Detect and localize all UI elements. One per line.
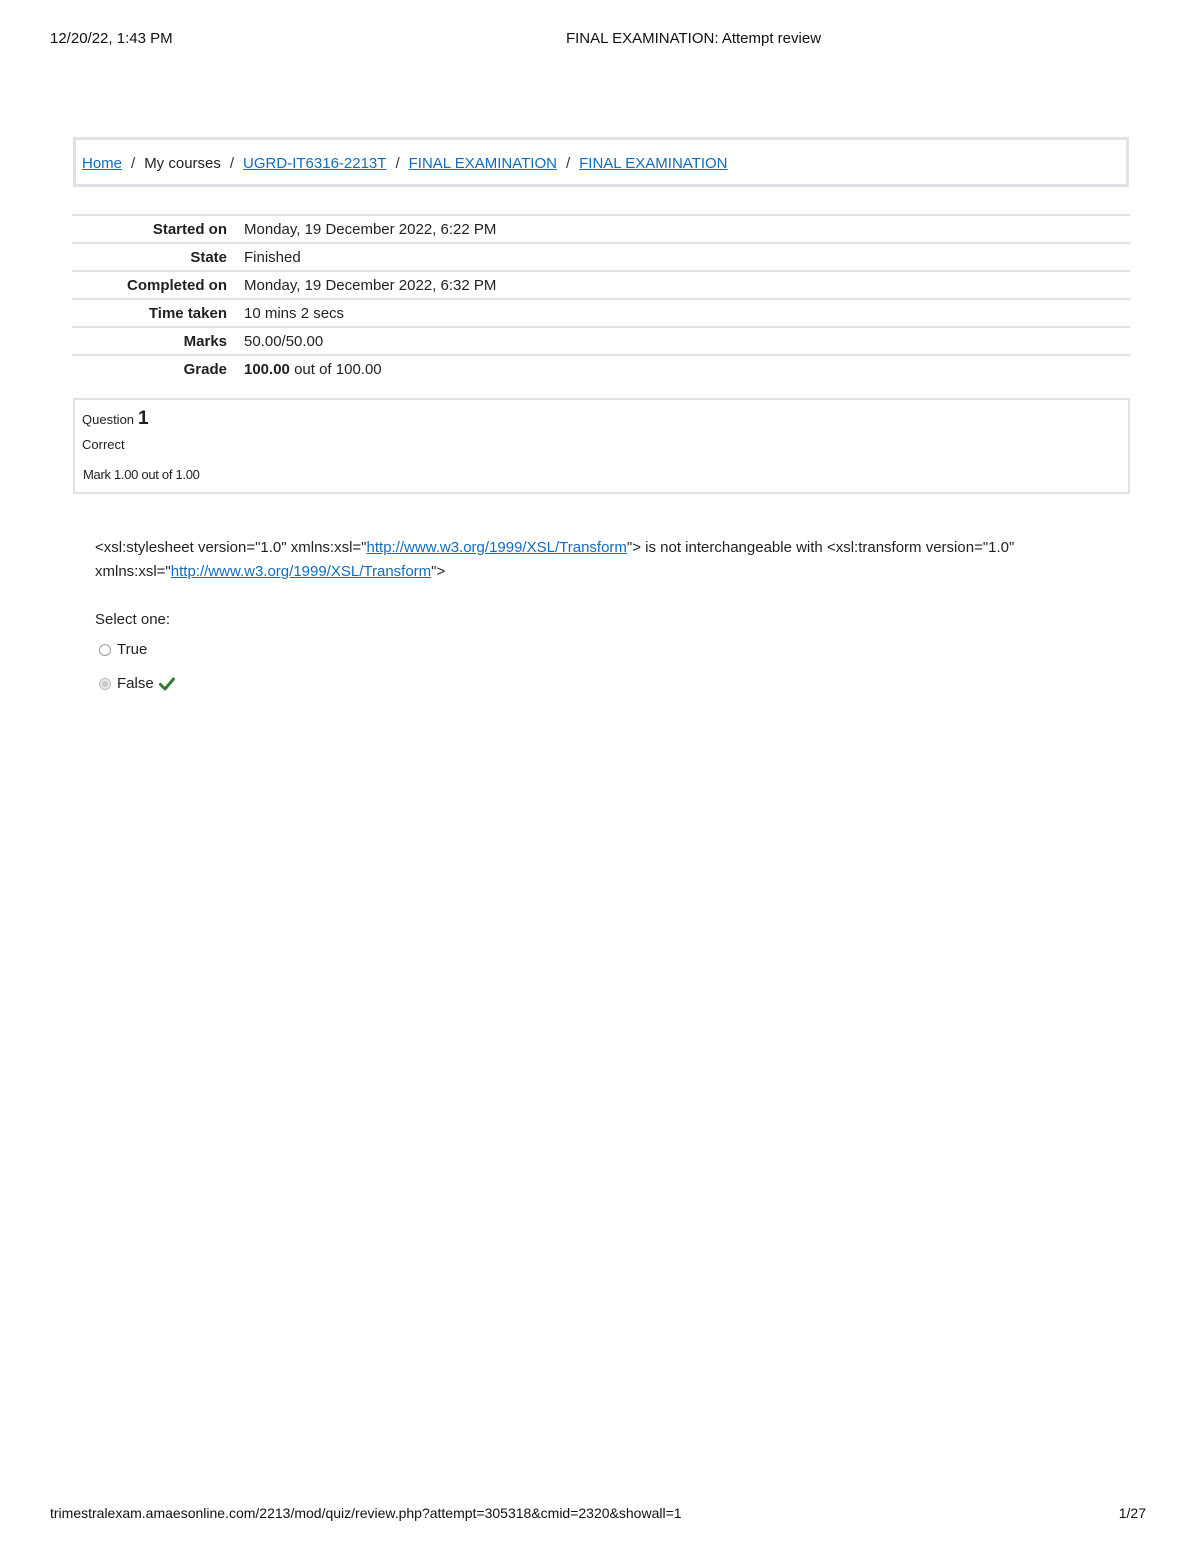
breadcrumb-container — [73, 137, 1129, 187]
grade-label: Grade — [183, 360, 227, 378]
completed-value: Monday, 19 December 2022, 6:32 PM — [244, 276, 497, 294]
state-label: State — [190, 248, 227, 266]
summary-row-completed — [72, 270, 1130, 298]
question-text-part1: <xsl:stylesheet version="1.0" xmlns:xsl=" — [95, 539, 367, 556]
print-date: 12/20/22, 1:43 PM — [50, 30, 173, 47]
option-false-label: False — [117, 675, 154, 692]
breadcrumb — [82, 155, 728, 172]
question-info-box — [73, 398, 1130, 494]
print-header — [0, 30, 1200, 50]
breadcrumb-separator: / — [395, 155, 400, 172]
option-true[interactable] — [99, 641, 147, 658]
breadcrumb-separator: / — [565, 155, 571, 172]
grade-value: 100.00 — [244, 360, 290, 378]
question-text-part2: "> is not interchangeable with <xsl:transform version="1.0" xmlns:xsl=" — [95, 539, 1015, 580]
attempt-summary-table — [72, 214, 1130, 382]
question-number-value: 1 — [138, 408, 149, 429]
check-icon — [159, 677, 175, 691]
radio-true[interactable] — [99, 644, 111, 656]
completed-label: Completed on — [127, 276, 227, 294]
question-grade: Mark 1.00 out of 1.00 — [83, 467, 200, 482]
xsl-namespace-link-2[interactable]: http://www.w3.org/1999/XSL/Transform — [170, 563, 432, 580]
summary-row-state — [72, 242, 1130, 270]
time-label: Time taken — [148, 304, 227, 322]
breadcrumb-separator: / — [131, 155, 136, 172]
breadcrumb-course[interactable]: UGRD-IT6316-2213T — [243, 155, 387, 172]
option-false[interactable] — [99, 675, 175, 692]
question-text — [95, 536, 1115, 584]
summary-row-grade — [72, 354, 1130, 382]
print-page-number: 1/27 — [1118, 1505, 1146, 1521]
question-label: Question — [82, 412, 135, 427]
grade-value-cell — [227, 361, 382, 378]
marks-value: 50.00/50.00 — [244, 332, 324, 350]
state-value: Finished — [244, 248, 301, 266]
radio-false[interactable] — [99, 678, 111, 690]
summary-row-time — [72, 298, 1130, 326]
option-true-label: True — [117, 641, 148, 658]
breadcrumb-separator: / — [229, 155, 235, 172]
started-value: Monday, 19 December 2022, 6:22 PM — [244, 220, 497, 238]
breadcrumb-home[interactable]: Home — [82, 155, 123, 172]
answer-prompt: Select one: — [95, 611, 171, 628]
xsl-namespace-link-1[interactable]: http://www.w3.org/1999/XSL/Transform — [366, 539, 627, 556]
breadcrumb-quiz[interactable]: FINAL EXAMINATION — [579, 155, 728, 172]
grade-suffix: out of 100.00 — [294, 360, 382, 378]
question-state: Correct — [82, 437, 125, 452]
print-url: trimestralexam.amaesonline.com/2213/mod/quiz/review.php?attempt=305318&cmid=2320&showall=1 — [50, 1505, 682, 1521]
breadcrumb-my-courses: My courses — [144, 155, 221, 172]
print-footer — [0, 1505, 1200, 1525]
marks-label: Marks — [183, 332, 227, 350]
started-label: Started on — [152, 220, 227, 238]
time-value: 10 mins 2 secs — [244, 304, 345, 322]
summary-row-marks — [72, 326, 1130, 354]
question-number — [82, 408, 149, 430]
question-text-part3: "> — [431, 563, 446, 580]
summary-row-started — [72, 214, 1130, 242]
breadcrumb-section[interactable]: FINAL EXAMINATION — [408, 155, 557, 172]
print-title: FINAL EXAMINATION: Attempt review — [565, 30, 822, 47]
